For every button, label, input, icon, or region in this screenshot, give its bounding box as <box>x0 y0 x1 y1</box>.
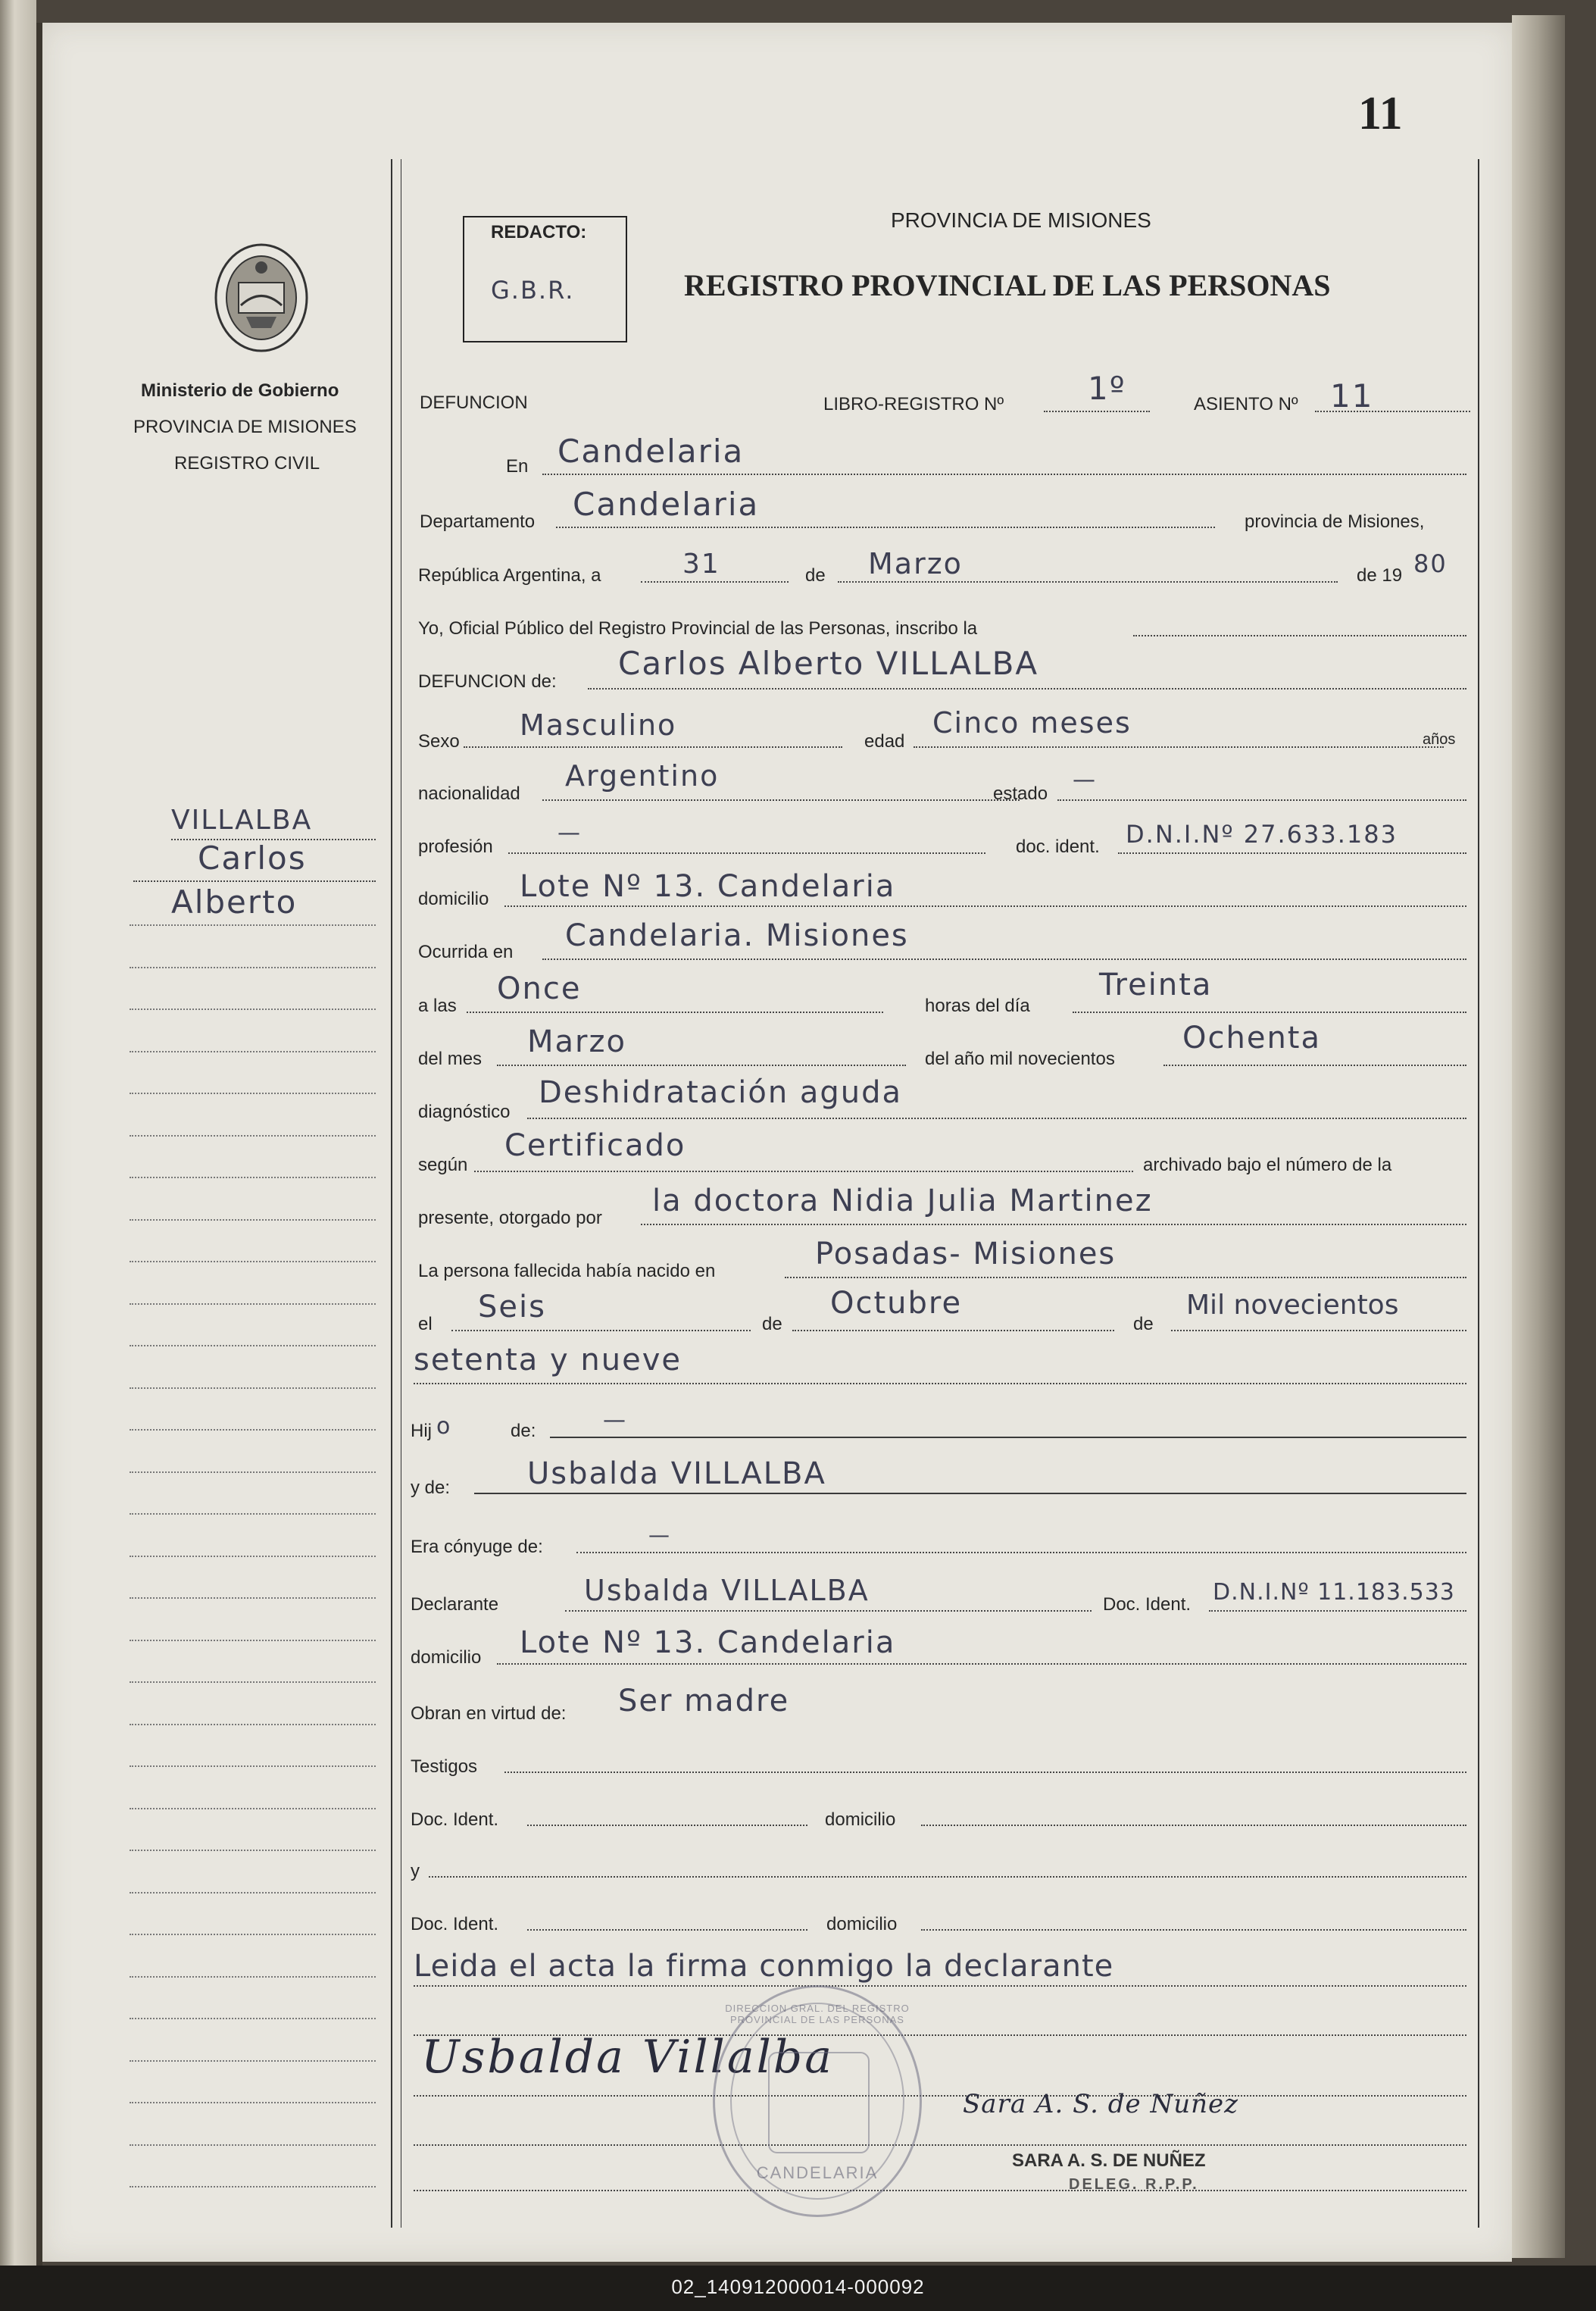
decl-domicilio-line <box>497 1663 1466 1665</box>
nacido-label: La persona fallecida había nacido en <box>418 1261 716 1281</box>
testigo2-doc-label: Doc. Ident. <box>411 1914 499 1934</box>
libro-line <box>1044 411 1150 412</box>
officer-name: SARA A. S. DE NUÑEZ <box>1012 2150 1206 2171</box>
deceased-value: Carlos Alberto VILLALBA <box>618 645 1039 682</box>
margin-ruled-line <box>130 1429 376 1431</box>
image-caption: 02_140912000014-000092 <box>671 2275 925 2298</box>
y-line <box>429 1876 1466 1878</box>
stamp-emblem <box>768 2052 870 2153</box>
diagnostico-value: Deshidratación aguda <box>539 1075 903 1110</box>
testigo-domicilio-line <box>921 1825 1466 1826</box>
obran-label: Obran en virtud de: <box>411 1703 567 1724</box>
y-de-line <box>474 1493 1466 1494</box>
redacto-value: G.B.R. <box>491 276 575 305</box>
margin-ruled-line <box>130 1640 376 1641</box>
margin-ruled-line <box>130 1513 376 1515</box>
margin-ruled-line <box>130 967 376 968</box>
edad-value: Cinco meses <box>932 706 1132 740</box>
margin-ruled-line <box>130 1135 376 1137</box>
declarante-value: Usbalda VILLALBA <box>584 1574 870 1607</box>
hijo-de-label: de: <box>511 1421 536 1441</box>
republica-label: República Argentina, a <box>418 565 601 586</box>
sidebar-province: PROVINCIA DE MISIONES <box>133 417 357 437</box>
a-las-label: a las <box>418 996 457 1016</box>
conyuge-line <box>576 1552 1466 1553</box>
archivado-label: archivado bajo el número de la <box>1143 1155 1392 1175</box>
stamp-ring-text: DIRECCION GRAL. DEL REGISTRO PROVINCIAL DE LAS PERSONAS <box>725 2003 910 2025</box>
del-mes-label: del mes <box>418 1049 483 1069</box>
departamento-line <box>556 527 1215 528</box>
diagnostico-line <box>527 1118 1466 1119</box>
margin-ruled-line <box>130 924 376 926</box>
margin-ruled-line <box>130 2060 376 2062</box>
y-de-label: y de: <box>411 1478 451 1498</box>
nacionalidad-label: nacionalidad <box>418 783 520 804</box>
declarant-signature: Usbalda Villalba <box>421 2031 834 2084</box>
horas-label: horas del día <box>925 996 1030 1016</box>
hijo-suffix: o <box>436 1413 452 1440</box>
margin-ruled-line <box>130 1976 376 1978</box>
estado-line <box>1057 799 1466 801</box>
presente-line <box>641 1224 1466 1225</box>
segun-value: Certificado <box>504 1128 686 1163</box>
profesion-line <box>508 852 985 854</box>
right-margin-rule <box>1478 159 1479 2228</box>
en-line <box>542 474 1466 475</box>
margin-ruled-line <box>130 1261 376 1262</box>
departamento-label: Departamento <box>420 511 536 532</box>
margin-name-1: Carlos <box>198 840 307 877</box>
departamento-value: Candelaria <box>573 486 760 523</box>
margin-ruled-line <box>130 1556 376 1557</box>
margin-ruled-line <box>130 1724 376 1725</box>
month-value: Marzo <box>868 547 963 580</box>
registry-stamp <box>713 1985 922 2217</box>
nac-mes-value: Octubre <box>830 1286 963 1321</box>
margin-ruled-line <box>130 2186 376 2187</box>
margin-ruled-line <box>130 1345 376 1346</box>
margin-ruled-line <box>130 1009 376 1010</box>
blank-line <box>414 2190 1466 2191</box>
nac-anio-line <box>1171 1330 1466 1331</box>
segun-line <box>474 1171 1133 1172</box>
en-label: En <box>506 456 529 477</box>
de-label-3: de <box>1133 1314 1154 1334</box>
hijo-de-value: — <box>603 1407 627 1434</box>
oficial-text: Yo, Oficial Público del Registro Provincial de las Personas, inscribo la <box>418 618 978 639</box>
profesion-label: profesión <box>418 837 493 857</box>
doc-ident-value: D.N.I.Nº 27.633.183 <box>1126 820 1398 849</box>
anio-label: del año mil novecientos <box>925 1049 1115 1069</box>
estado-value: — <box>1073 767 1097 793</box>
margin-ruled-line <box>130 1219 376 1221</box>
margin-ruled-line <box>130 1051 376 1052</box>
presente-value: la doctora Nidia Julia Martinez <box>652 1184 1153 1218</box>
margin-ruled-line <box>130 1681 376 1683</box>
page-number: 11 <box>1358 88 1403 139</box>
province-header: PROVINCIA DE MISIONES <box>891 208 1151 232</box>
nac-mes-line <box>792 1330 1114 1331</box>
edad-label: edad <box>864 731 905 752</box>
sidebar-civil-registry: REGISTRO CIVIL <box>174 453 320 474</box>
margin-ruled-line <box>130 1934 376 1935</box>
el-line <box>451 1330 751 1331</box>
margin-ruled-line <box>130 1892 376 1894</box>
de-label-2: de <box>762 1314 782 1334</box>
nacido-value: Posadas- Misiones <box>815 1237 1117 1271</box>
testigo-domicilio-label: domicilio <box>825 1809 896 1830</box>
doc-ident-label: doc. ident. <box>1016 837 1100 857</box>
obran-value: Ser madre <box>618 1684 790 1718</box>
margin-ruled-line <box>130 1093 376 1094</box>
register-page <box>42 23 1512 2262</box>
book-spine <box>36 23 42 2266</box>
month-line <box>838 581 1338 583</box>
margin-ruled-line <box>130 1387 376 1389</box>
mes-line <box>497 1065 906 1066</box>
provincia-suffix: provincia de Misiones, <box>1245 511 1425 532</box>
de-label: de <box>805 565 826 586</box>
officer-signature: Sara A. S. de Nuñez <box>963 2089 1239 2119</box>
sexo-value: Masculino <box>520 708 677 742</box>
year-prefix: de 19 <box>1357 565 1403 586</box>
domicilio-value: Lote Nº 13. Candelaria <box>520 869 896 904</box>
conyuge-label: Era cónyuge de: <box>411 1537 543 1557</box>
decl-doc-value: D.N.I.Nº 11.183.533 <box>1213 1579 1455 1606</box>
oficial-line <box>1133 635 1466 636</box>
year-value: 80 <box>1413 549 1448 578</box>
margin-ruled-line <box>130 2144 376 2146</box>
el-label: el <box>418 1314 433 1334</box>
anos-label: años <box>1423 731 1456 748</box>
anio-value: Ochenta <box>1182 1021 1321 1055</box>
redacto-box <box>463 216 627 342</box>
margin-ruled-line <box>130 1597 376 1599</box>
a-las-value: Once <box>497 971 582 1006</box>
segun-label: según <box>418 1155 468 1175</box>
defuncion-de-label: DEFUNCION de: <box>418 671 557 692</box>
domicilio-label: domicilio <box>418 889 489 909</box>
ministry-seal-icon <box>212 241 311 355</box>
decl-domicilio-label: domicilio <box>411 1647 482 1668</box>
margin-ruled-line <box>130 1850 376 1851</box>
nacionalidad-value: Argentino <box>565 759 720 793</box>
edad-line <box>914 746 1444 748</box>
margin-ruled-line <box>130 1808 376 1809</box>
closing-line <box>414 1985 1466 1987</box>
margin-ruled-line <box>130 2102 376 2103</box>
margin-surname: VILLALBA <box>171 805 313 836</box>
margin-ruled-line <box>130 1765 376 1767</box>
registry-title: REGISTRO PROVINCIAL DE LAS PERSONAS <box>684 268 1331 302</box>
hijo-label: Hij <box>411 1421 432 1441</box>
a-las-line <box>467 1012 883 1013</box>
officer-title: DELEG. R.P.P. <box>1069 2176 1199 2193</box>
testigo2-domicilio-line <box>921 1929 1466 1931</box>
doc-ident-line <box>1118 852 1466 854</box>
estado-label: estado <box>993 783 1048 804</box>
ocurrida-label: Ocurrida en <box>418 942 514 962</box>
redacto-label: REDACTO: <box>491 222 587 242</box>
book-right-edge <box>1512 15 1565 2258</box>
testigo2-doc-line <box>527 1929 807 1931</box>
dia-value: Treinta <box>1099 968 1213 1002</box>
nac-anio-cont: setenta y nueve <box>414 1343 682 1378</box>
day-line <box>641 581 789 583</box>
closing-text: Leida el acta la firma conmigo la declarante <box>414 1949 1114 1984</box>
sexo-label: Sexo <box>418 731 460 752</box>
day-value: 31 <box>682 549 720 580</box>
testigos-label: Testigos <box>411 1756 478 1777</box>
blank-line <box>414 2095 1466 2097</box>
margin-ruled-line <box>130 1471 376 1473</box>
nac-anio-cont-line <box>414 1383 1466 1384</box>
testigo-doc-label: Doc. Ident. <box>411 1809 499 1830</box>
margin-ruled-line <box>130 1177 376 1178</box>
profesion-value: — <box>558 820 582 846</box>
conyuge-value: — <box>648 1522 671 1547</box>
libro-value: 1º <box>1088 370 1126 407</box>
margin-ruled-line <box>130 1303 376 1305</box>
anio-line <box>1163 1065 1466 1066</box>
margin-line <box>133 880 376 882</box>
presente-label: presente, otorgado por <box>418 1208 602 1228</box>
asiento-value: 11 <box>1330 377 1374 414</box>
dia-line <box>1073 1012 1466 1013</box>
blank-line <box>414 2144 1466 2146</box>
stamp-center-text: CANDELARIA <box>756 2163 879 2182</box>
libro-label: LIBRO-REGISTRO Nº <box>823 394 1004 414</box>
decl-domicilio-value: Lote Nº 13. Candelaria <box>520 1625 896 1660</box>
y-label: y <box>411 1861 420 1881</box>
declarante-line <box>565 1610 1092 1612</box>
en-value: Candelaria <box>558 433 745 470</box>
testigos-line <box>504 1772 1466 1773</box>
testigo-doc-line <box>527 1825 807 1826</box>
left-margin-rule <box>391 159 392 2228</box>
decl-doc-label: Doc. Ident. <box>1103 1594 1192 1615</box>
defuncion-title: DEFUNCION <box>420 392 528 413</box>
defuncion-de-line <box>588 688 1466 690</box>
declarante-label: Declarante <box>411 1594 499 1615</box>
left-page-edge <box>0 0 36 2266</box>
y-de-value: Usbalda VILLALBA <box>527 1456 826 1491</box>
margin-ruled-line <box>130 2018 376 2019</box>
domicilio-line <box>504 905 1466 907</box>
nacionalidad-line <box>542 799 1020 801</box>
ocurrida-line <box>542 958 1466 960</box>
sexo-line <box>464 746 842 748</box>
diagnostico-label: diagnóstico <box>418 1102 511 1122</box>
el-value: Seis <box>478 1290 546 1324</box>
margin-name-2: Alberto <box>171 883 298 921</box>
testigo2-domicilio-label: domicilio <box>826 1914 898 1934</box>
decl-doc-line <box>1209 1610 1466 1612</box>
mes-value: Marzo <box>527 1024 626 1059</box>
asiento-label: ASIENTO Nº <box>1194 394 1298 414</box>
nac-anio-value: Mil novecientos <box>1186 1290 1399 1321</box>
nacido-line <box>785 1277 1466 1278</box>
ministry-name: Ministerio de Gobierno <box>141 380 339 401</box>
ocurrida-value: Candelaria. Misiones <box>565 918 909 953</box>
hijo-de-line <box>550 1437 1466 1438</box>
